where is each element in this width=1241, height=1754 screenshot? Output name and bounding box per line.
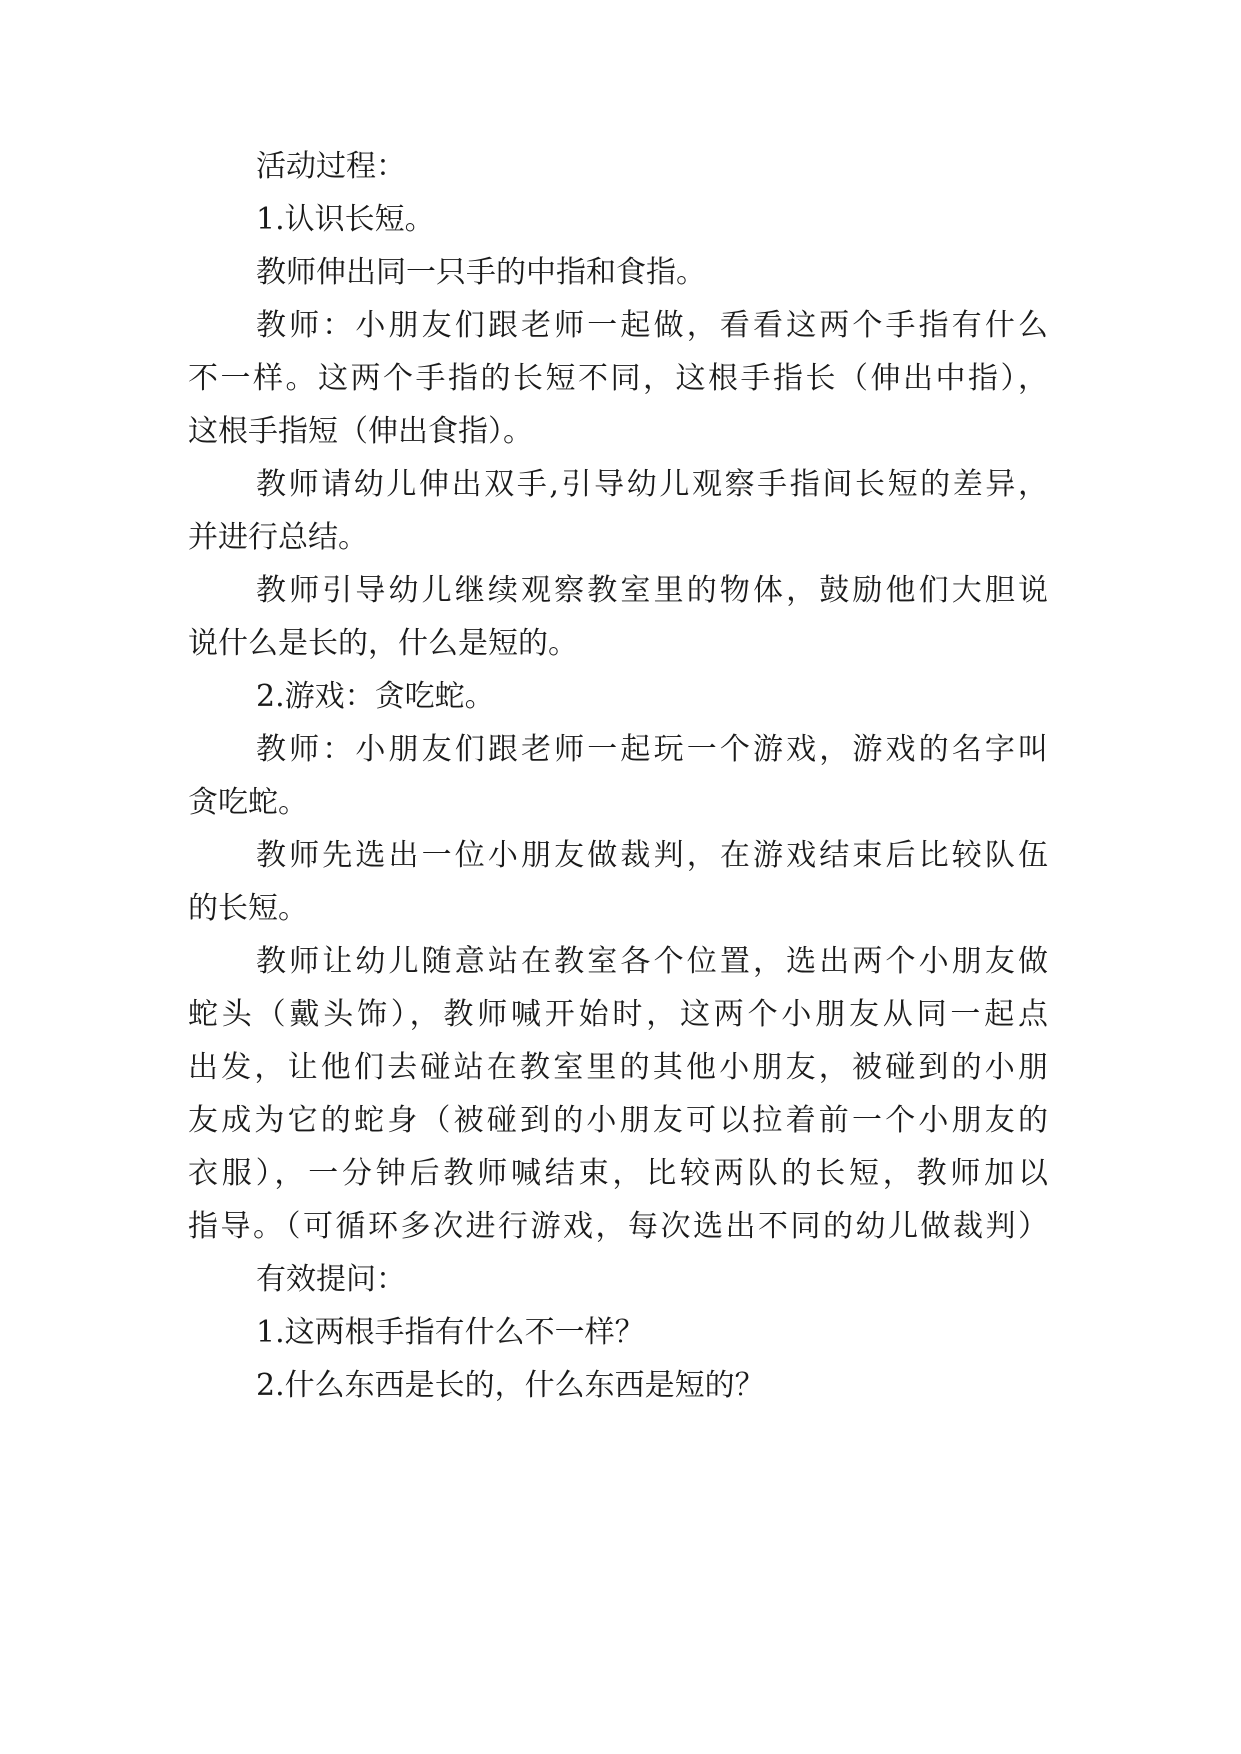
section-heading-activity-process: 活动过程： bbox=[256, 149, 406, 184]
section-heading-effective-questions: 有效提问： bbox=[256, 1262, 406, 1297]
paragraph-line: 教师伸出同一只手的中指和食指。 bbox=[256, 255, 706, 290]
paragraph-line: 指导。（可循环多次进行游戏，每次选出不同的幼儿做裁判） bbox=[188, 1209, 1048, 1244]
paragraph-line: 教师：小朋友们跟老师一起做，看看这两个手指有什么 bbox=[256, 308, 1048, 343]
paragraph-line: 教师请幼儿伸出双手,引导幼儿观察手指间长短的差异， bbox=[256, 467, 1048, 502]
paragraph-line: 友成为它的蛇身（被碰到的小朋友可以拉着前一个小朋友的 bbox=[188, 1103, 1048, 1138]
paragraph-line: 的长短。 bbox=[188, 891, 308, 926]
paragraph-line: 贪吃蛇。 bbox=[188, 785, 308, 820]
paragraph-line: 衣服），一分钟后教师喊结束，比较两队的长短，教师加以 bbox=[188, 1156, 1048, 1191]
paragraph-line: 教师引导幼儿继续观察教室里的物体，鼓励他们大胆说 bbox=[256, 573, 1048, 608]
question-item-1: 1.这两根手指有什么不一样？ bbox=[256, 1315, 645, 1350]
paragraph-line: 说什么是长的，什么是短的。 bbox=[188, 626, 578, 661]
question-item-2: 2.什么东西是长的，什么东西是短的？ bbox=[256, 1368, 765, 1403]
paragraph-line: 教师：小朋友们跟老师一起玩一个游戏，游戏的名字叫 bbox=[256, 732, 1048, 767]
step-heading-1: 1.认识长短。 bbox=[256, 202, 435, 237]
paragraph-line: 并进行总结。 bbox=[188, 520, 368, 555]
paragraph-line: 教师让幼儿随意站在教室各个位置，选出两个小朋友做 bbox=[256, 944, 1048, 979]
paragraph-line: 这根手指短（伸出食指）。 bbox=[188, 414, 533, 449]
paragraph-line: 教师先选出一位小朋友做裁判，在游戏结束后比较队伍 bbox=[256, 838, 1048, 873]
paragraph-line: 不一样。这两个手指的长短不同，这根手指长（伸出中指）， bbox=[188, 361, 1048, 396]
paragraph-line: 出发，让他们去碰站在教室里的其他小朋友，被碰到的小朋 bbox=[188, 1050, 1048, 1085]
step-heading-2: 2.游戏：贪吃蛇。 bbox=[256, 679, 495, 714]
paragraph-line: 蛇头（戴头饰），教师喊开始时，这两个小朋友从同一起点 bbox=[188, 997, 1048, 1032]
